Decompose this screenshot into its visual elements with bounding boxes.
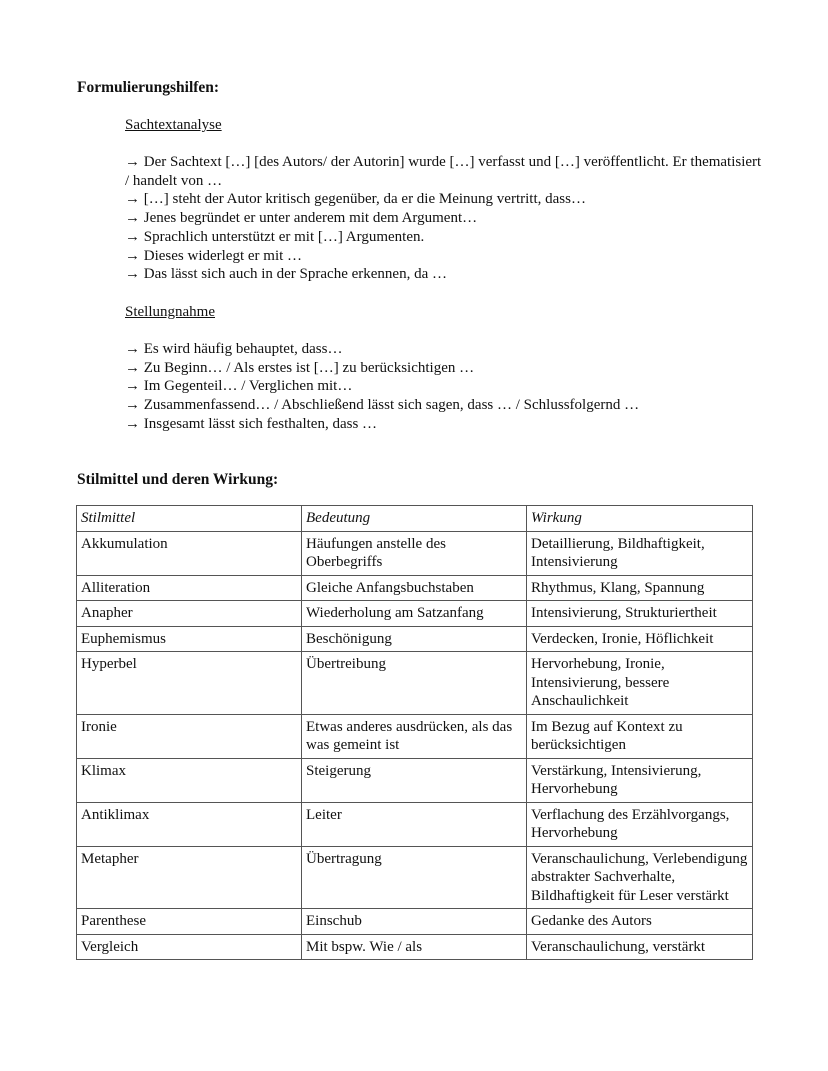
list-item: → Jenes begründet er unter anderem mit dem Argument… bbox=[125, 210, 478, 227]
table-cell: Mit bspw. Wie / als bbox=[302, 934, 527, 960]
stellungnahme-title: Stellungnahme bbox=[125, 304, 215, 320]
column-header-bedeutung: Bedeutung bbox=[302, 506, 527, 532]
table-cell: Im Bezug auf Kontext zu berücksichtigen bbox=[527, 714, 753, 758]
table-cell: Veranschaulichung, Verlebendigung abstrakter Sachverhalte, Bildhaftigkeit für Leser verstärkt bbox=[527, 846, 753, 909]
table-cell: Verflachung des Erzählvorgangs, Hervorhebung bbox=[527, 802, 753, 846]
table-row bbox=[77, 652, 753, 715]
table-cell: Klimax bbox=[77, 758, 302, 802]
table-row bbox=[77, 714, 753, 758]
table-cell: Antiklimax bbox=[77, 802, 302, 846]
stilmittel-heading: Stilmittel und deren Wirkung: bbox=[77, 471, 279, 488]
list-item: → Insgesamt lässt sich festhalten, dass … bbox=[125, 415, 378, 432]
table-cell: Wiederholung am Satzanfang bbox=[302, 601, 527, 627]
table-cell: Intensivierung, Strukturiertheit bbox=[527, 601, 753, 627]
table-cell: Akkumulation bbox=[77, 531, 302, 575]
table-cell: Gleiche Anfangsbuchstaben bbox=[302, 575, 527, 601]
table-cell: Gedanke des Autors bbox=[527, 909, 753, 935]
table-cell: Verdecken, Ironie, Höflichkeit bbox=[527, 626, 753, 652]
table-cell: Häufungen anstelle des Oberbegriffs bbox=[302, 531, 527, 575]
table-cell: Verstärkung, Intensivierung, Hervorhebung bbox=[527, 758, 753, 802]
table-row bbox=[77, 626, 753, 652]
list-item: → Zu Beginn… / Als erstes ist […] zu berücksichtigen … bbox=[125, 359, 475, 376]
table-cell: Metapher bbox=[77, 846, 302, 909]
table-header-row bbox=[77, 506, 753, 532]
table-cell: Einschub bbox=[302, 909, 527, 935]
table-row bbox=[77, 601, 753, 627]
table-row bbox=[77, 846, 753, 909]
table-cell: Anapher bbox=[77, 601, 302, 627]
table-cell: Alliteration bbox=[77, 575, 302, 601]
table-row bbox=[77, 531, 753, 575]
table-cell: Rhythmus, Klang, Spannung bbox=[527, 575, 753, 601]
table-cell: Ironie bbox=[77, 714, 302, 758]
table-cell: Etwas anderes ausdrücken, als das was gemeint ist bbox=[302, 714, 527, 758]
list-item: → Das lässt sich auch in der Sprache erkennen, da … bbox=[125, 266, 447, 283]
table-row bbox=[77, 575, 753, 601]
table-cell: Veranschaulichung, verstärkt bbox=[527, 934, 753, 960]
formulierungshilfen-heading: Formulierungshilfen: bbox=[77, 79, 220, 96]
list-item: → Dieses widerlegt er mit … bbox=[125, 247, 303, 264]
sachtextanalyse-list bbox=[125, 153, 765, 284]
table-row bbox=[77, 758, 753, 802]
sachtextanalyse-title: Sachtextanalyse bbox=[125, 117, 222, 133]
table-cell: Leiter bbox=[302, 802, 527, 846]
table-cell: Vergleich bbox=[77, 934, 302, 960]
table-cell: Hervorhebung, Ironie, Intensivierung, bessere Anschaulichkeit bbox=[527, 652, 753, 715]
list-item: → Sprachlich unterstützt er mit […] Argumenten. bbox=[125, 228, 425, 245]
list-item: → Der Sachtext […] [des Autors/ der Autorin] wurde […] verfasst und […] veröffentlicht. Er thematisiert / handelt von … bbox=[125, 154, 762, 189]
list-item: → Im Gegenteil… / Verglichen mit… bbox=[125, 378, 353, 395]
table-row bbox=[77, 909, 753, 935]
list-item: → Es wird häufig behauptet, dass… bbox=[125, 341, 343, 357]
table-cell: Steigerung bbox=[302, 758, 527, 802]
column-header-wirkung: Wirkung bbox=[527, 506, 753, 532]
table-cell: Parenthese bbox=[77, 909, 302, 935]
table-cell: Detaillierung, Bildhaftigkeit, Intensivierung bbox=[527, 531, 753, 575]
table-cell: Hyperbel bbox=[77, 652, 302, 715]
table-cell: Übertragung bbox=[302, 846, 527, 909]
stellungnahme-list bbox=[125, 340, 765, 434]
list-item: → […] steht der Autor kritisch gegenüber, da er die Meinung vertritt, dass… bbox=[125, 191, 586, 208]
table-row bbox=[77, 934, 753, 960]
column-header-stilmittel: Stilmittel bbox=[77, 506, 302, 532]
list-item: → Zusammenfassend… / Abschließend lässt sich sagen, dass … / Schlussfolgernd … bbox=[125, 397, 640, 414]
table-cell: Beschönigung bbox=[302, 626, 527, 652]
table-cell: Euphemismus bbox=[77, 626, 302, 652]
table-cell: Übertreibung bbox=[302, 652, 527, 715]
stilmittel-table bbox=[76, 505, 753, 960]
table-row bbox=[77, 802, 753, 846]
